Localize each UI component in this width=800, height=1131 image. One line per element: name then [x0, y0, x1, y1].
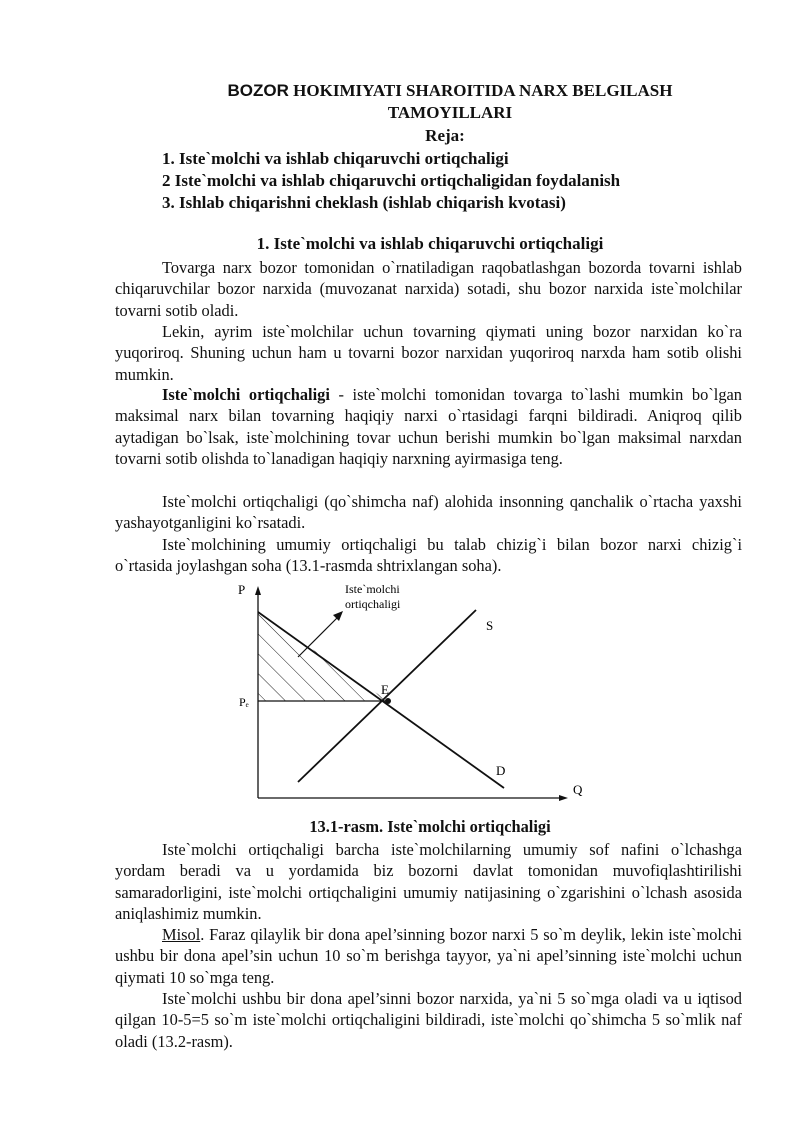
paragraph-text: Iste`molchi ushbu bir dona apel’sinni bozor narxida, ya`ni 5 so`mga oladi va u iqtisod qilgan 10-5=5 so`m iste`molchi ortiqchaligini bildiradi, iste`molchi qo`shimcha 5 so`mlik naf oladi (13.2-rasm). [115, 989, 742, 1051]
plan-item: 3. Ishlab chiqarishni cheklash (ishlab chiqarish kvotasi) [162, 193, 566, 212]
paragraph-text: Iste`molchi ortiqchaligi (qo`shimcha naf) alohida insonning qanchalik o`rtacha yaxshi yashayotganligini ko`rsatadi. [115, 492, 742, 533]
axis-label-pe: Pₑ [239, 695, 249, 709]
paragraph-text: . Faraz qilaylik bir dona apel’sinning bozor narxi 5 so`m deylik, lekin iste`molchi ushbu bir dona apel’sin uchun 10 so`m berishga tayyor, ya`ni apel’sinning iste`molchi uchun qiymati 10 so`mga teng. [115, 925, 742, 987]
term-example: Misol [162, 925, 201, 944]
paragraph [115, 988, 742, 1052]
title-word-bozor: BOZOR [227, 81, 289, 100]
plan-item: 1. Iste`molchi va ishlab chiqaruvchi ortiqchaligi [162, 149, 509, 168]
section-heading: 1. Iste`molchi va ishlab chiqaruvchi ortiqchaligi [256, 234, 604, 253]
figure-caption: 13.1-rasm. Iste`molchi ortiqchaligi [309, 817, 551, 836]
quantity-axis-arrow-icon [559, 795, 568, 801]
annotation-line2: ortiqchaligi [345, 597, 401, 611]
plan-item: 2 Iste`molchi va ishlab chiqaruvchi ortiqchaligidan foydalanish [162, 171, 621, 190]
axis-label-q: Q [573, 782, 583, 797]
title-line1-rest: HOKIMIYATI SHAROITIDA NARX BELGILASH [293, 81, 673, 100]
annotation-line1: Iste`molchi [345, 582, 400, 596]
annotation-arrow-icon [333, 611, 343, 621]
paragraph-text: Tovarga narx bozor tomonidan o`rnatiladigan raqobatlashgan bozorda tovarni ishlab chiqaruvchilar bozor narxida (muvozanat narxida) sotadi, shu bozor narxida iste`molchilar tovarni sotib oladi. [115, 258, 742, 320]
equilibrium-label: E [381, 682, 389, 697]
paragraph-text: - iste`molchi tomonidan tovarga to`lashi mumkin bo`lgan maksimal narx bilan tovarning haqiqiy narxi o`rtasidagi farqni bildiradi. Aniqroq qilib aytadigan bo`lsak, iste`molchining tovar uchun berishi mumkin bo`lgan maksimal narxdan tovarni sotib olishda to`lanadigan haqiqiy narxning ayirmasiga teng. [115, 385, 742, 468]
title-line2: TAMOYILLARI [387, 103, 513, 122]
term-consumer-surplus: Iste`molchi ortiqchaligi [162, 385, 330, 404]
annotation-pointer [298, 617, 338, 657]
demand-label: D [496, 763, 506, 778]
axis-label-p: P [238, 582, 246, 597]
paragraph-text: Iste`molchining umumiy ortiqchaligi bu talab chizig`i bilan bozor narxi chizig`i o`rtasida joylashgan soha (13.1-rasmda shtrixlangan soha). [115, 535, 742, 576]
paragraph [115, 839, 742, 924]
plan-heading: Reja: [425, 126, 465, 145]
price-axis-arrow-icon [255, 586, 261, 595]
supply-label: S [486, 618, 494, 633]
paragraph [115, 924, 742, 988]
equilibrium-point [385, 698, 391, 704]
paragraph-text: Iste`molchi ortiqchaligi barcha iste`molchilarning umumiy sof nafini o`lchashga yordam beradi va u yordamida biz bozorni davlat tomonidan muvofiqlashtirilishi samaradorligini, iste`molchi ortiqchaligini umumiy natijasining o`zgarishini o`lchash asosida aniqlashimiz mumkin. [115, 840, 742, 923]
paragraph-text: Lekin, ayrim iste`molchilar uchun tovarning qiymati uning bozor narxidan ko`ra yuqoriroq. Shuning uchun ham u tovarni bozor narxidan yuqoriroq narxda ham sotib olishi mumkin. [115, 322, 742, 384]
